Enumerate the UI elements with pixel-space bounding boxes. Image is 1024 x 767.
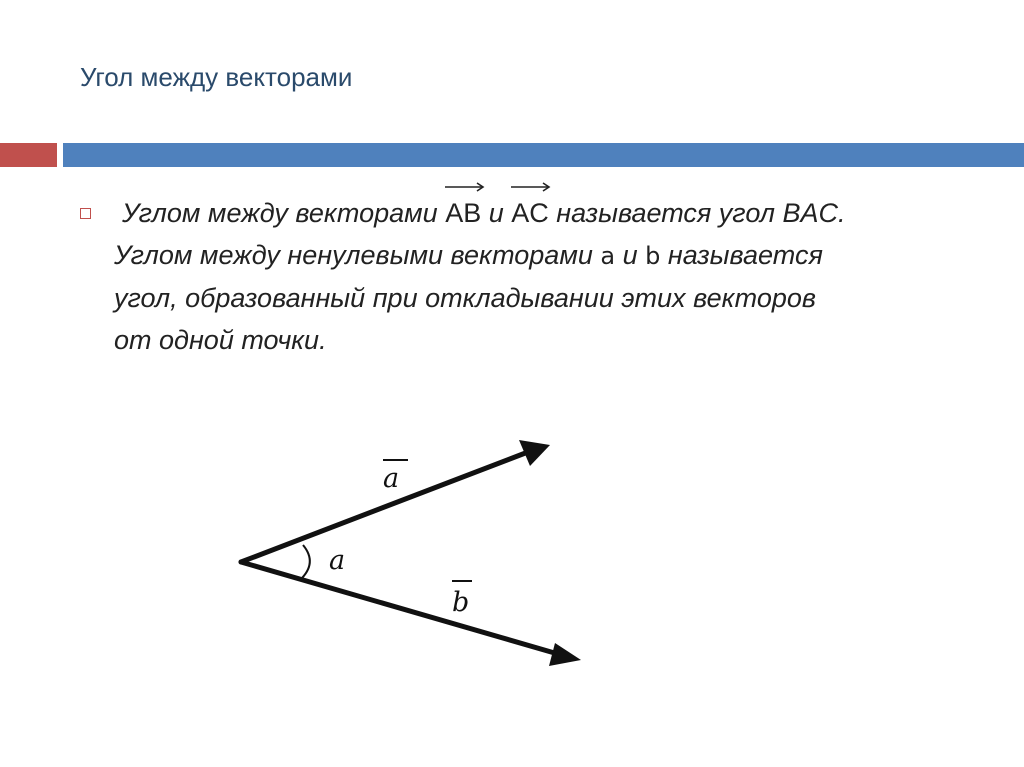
symbol-a: a [600,242,616,270]
vector-ac-label: AC [511,198,549,228]
vector-b-arrowhead [549,643,581,666]
text-segment: Углом между векторами [122,198,446,228]
text-segment: и [481,198,512,228]
text-segment: Углом между ненулевыми векторами [114,240,601,270]
angle-arc [300,545,310,580]
vector-a-label: a [383,463,400,494]
symbol-b: b [645,242,661,270]
vector-b-label: b [452,587,470,618]
angle-label: a [329,545,346,576]
text-segment: называется угол BAC. [548,198,846,228]
vector-ab-label: AB [445,198,482,228]
definition-line-4: от одной точки. [114,325,327,355]
slide-title: Угол между векторами [80,62,353,92]
definition-line-3: угол, образованный при откладывании этих векторов [114,283,816,313]
text-segment: называется [660,240,823,270]
text-segment: и [615,240,646,270]
vector-b-line [241,562,558,654]
